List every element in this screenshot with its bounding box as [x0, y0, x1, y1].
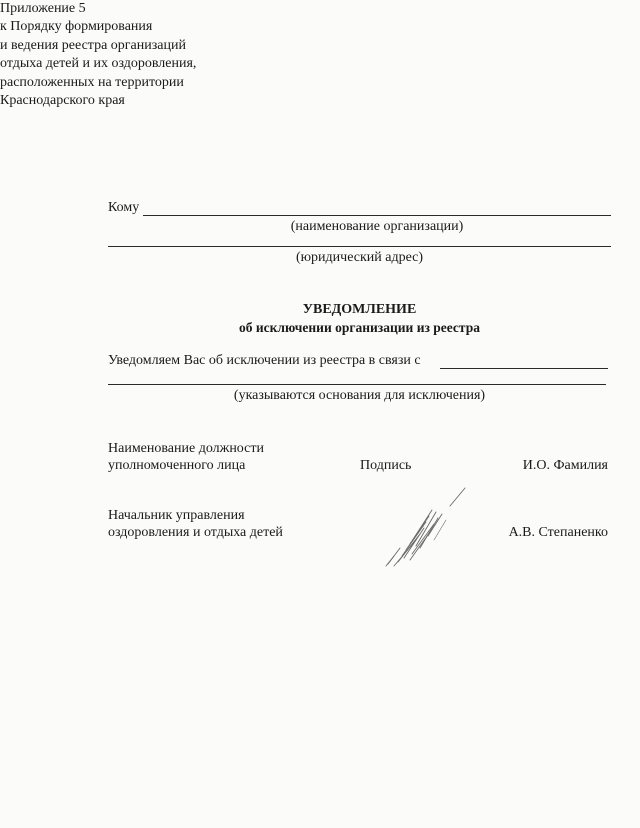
- signer-position-line1: Начальник управления: [108, 508, 245, 523]
- address-line: [108, 246, 611, 247]
- notice-text: Уведомляем Вас об исключении из реестра в связи с: [108, 353, 421, 368]
- document-subtitle: об исключении организации из реестра: [239, 320, 480, 335]
- appendix-block: [0, 0, 640, 110]
- org-name-line: [143, 215, 611, 216]
- appendix-line: Приложение 5: [0, 1, 86, 16]
- appendix-line: расположенных на территории: [0, 74, 184, 90]
- signer-position-line2: оздоровления и отдыха детей: [108, 525, 283, 540]
- name-label: И.О. Фамилия: [522, 458, 608, 473]
- signature-label: Подпись: [360, 458, 412, 473]
- position-label-line1: Наименование должности: [108, 441, 264, 456]
- org-caption: (наименование организации): [290, 219, 464, 234]
- reason-line-full: [108, 384, 606, 385]
- appendix-line: Краснодарского края: [0, 93, 125, 109]
- appendix-line: отдыха детей и их оздоровления,: [0, 56, 197, 72]
- address-caption: (юридический адрес): [295, 250, 424, 265]
- signer-name: А.В. Степаненко: [508, 525, 608, 540]
- handwritten-signature: [380, 484, 475, 569]
- reason-line-short: [440, 368, 608, 369]
- to-label: Кому: [108, 200, 140, 215]
- position-label-line2: уполномоченного лица: [108, 458, 246, 473]
- reason-caption: (указываются основания для исключения): [233, 388, 486, 403]
- document-title: УВЕДОМЛЕНИЕ: [302, 302, 417, 317]
- appendix-line: и ведения реестра организаций: [0, 37, 186, 53]
- appendix-line: к Порядку формирования: [0, 19, 153, 35]
